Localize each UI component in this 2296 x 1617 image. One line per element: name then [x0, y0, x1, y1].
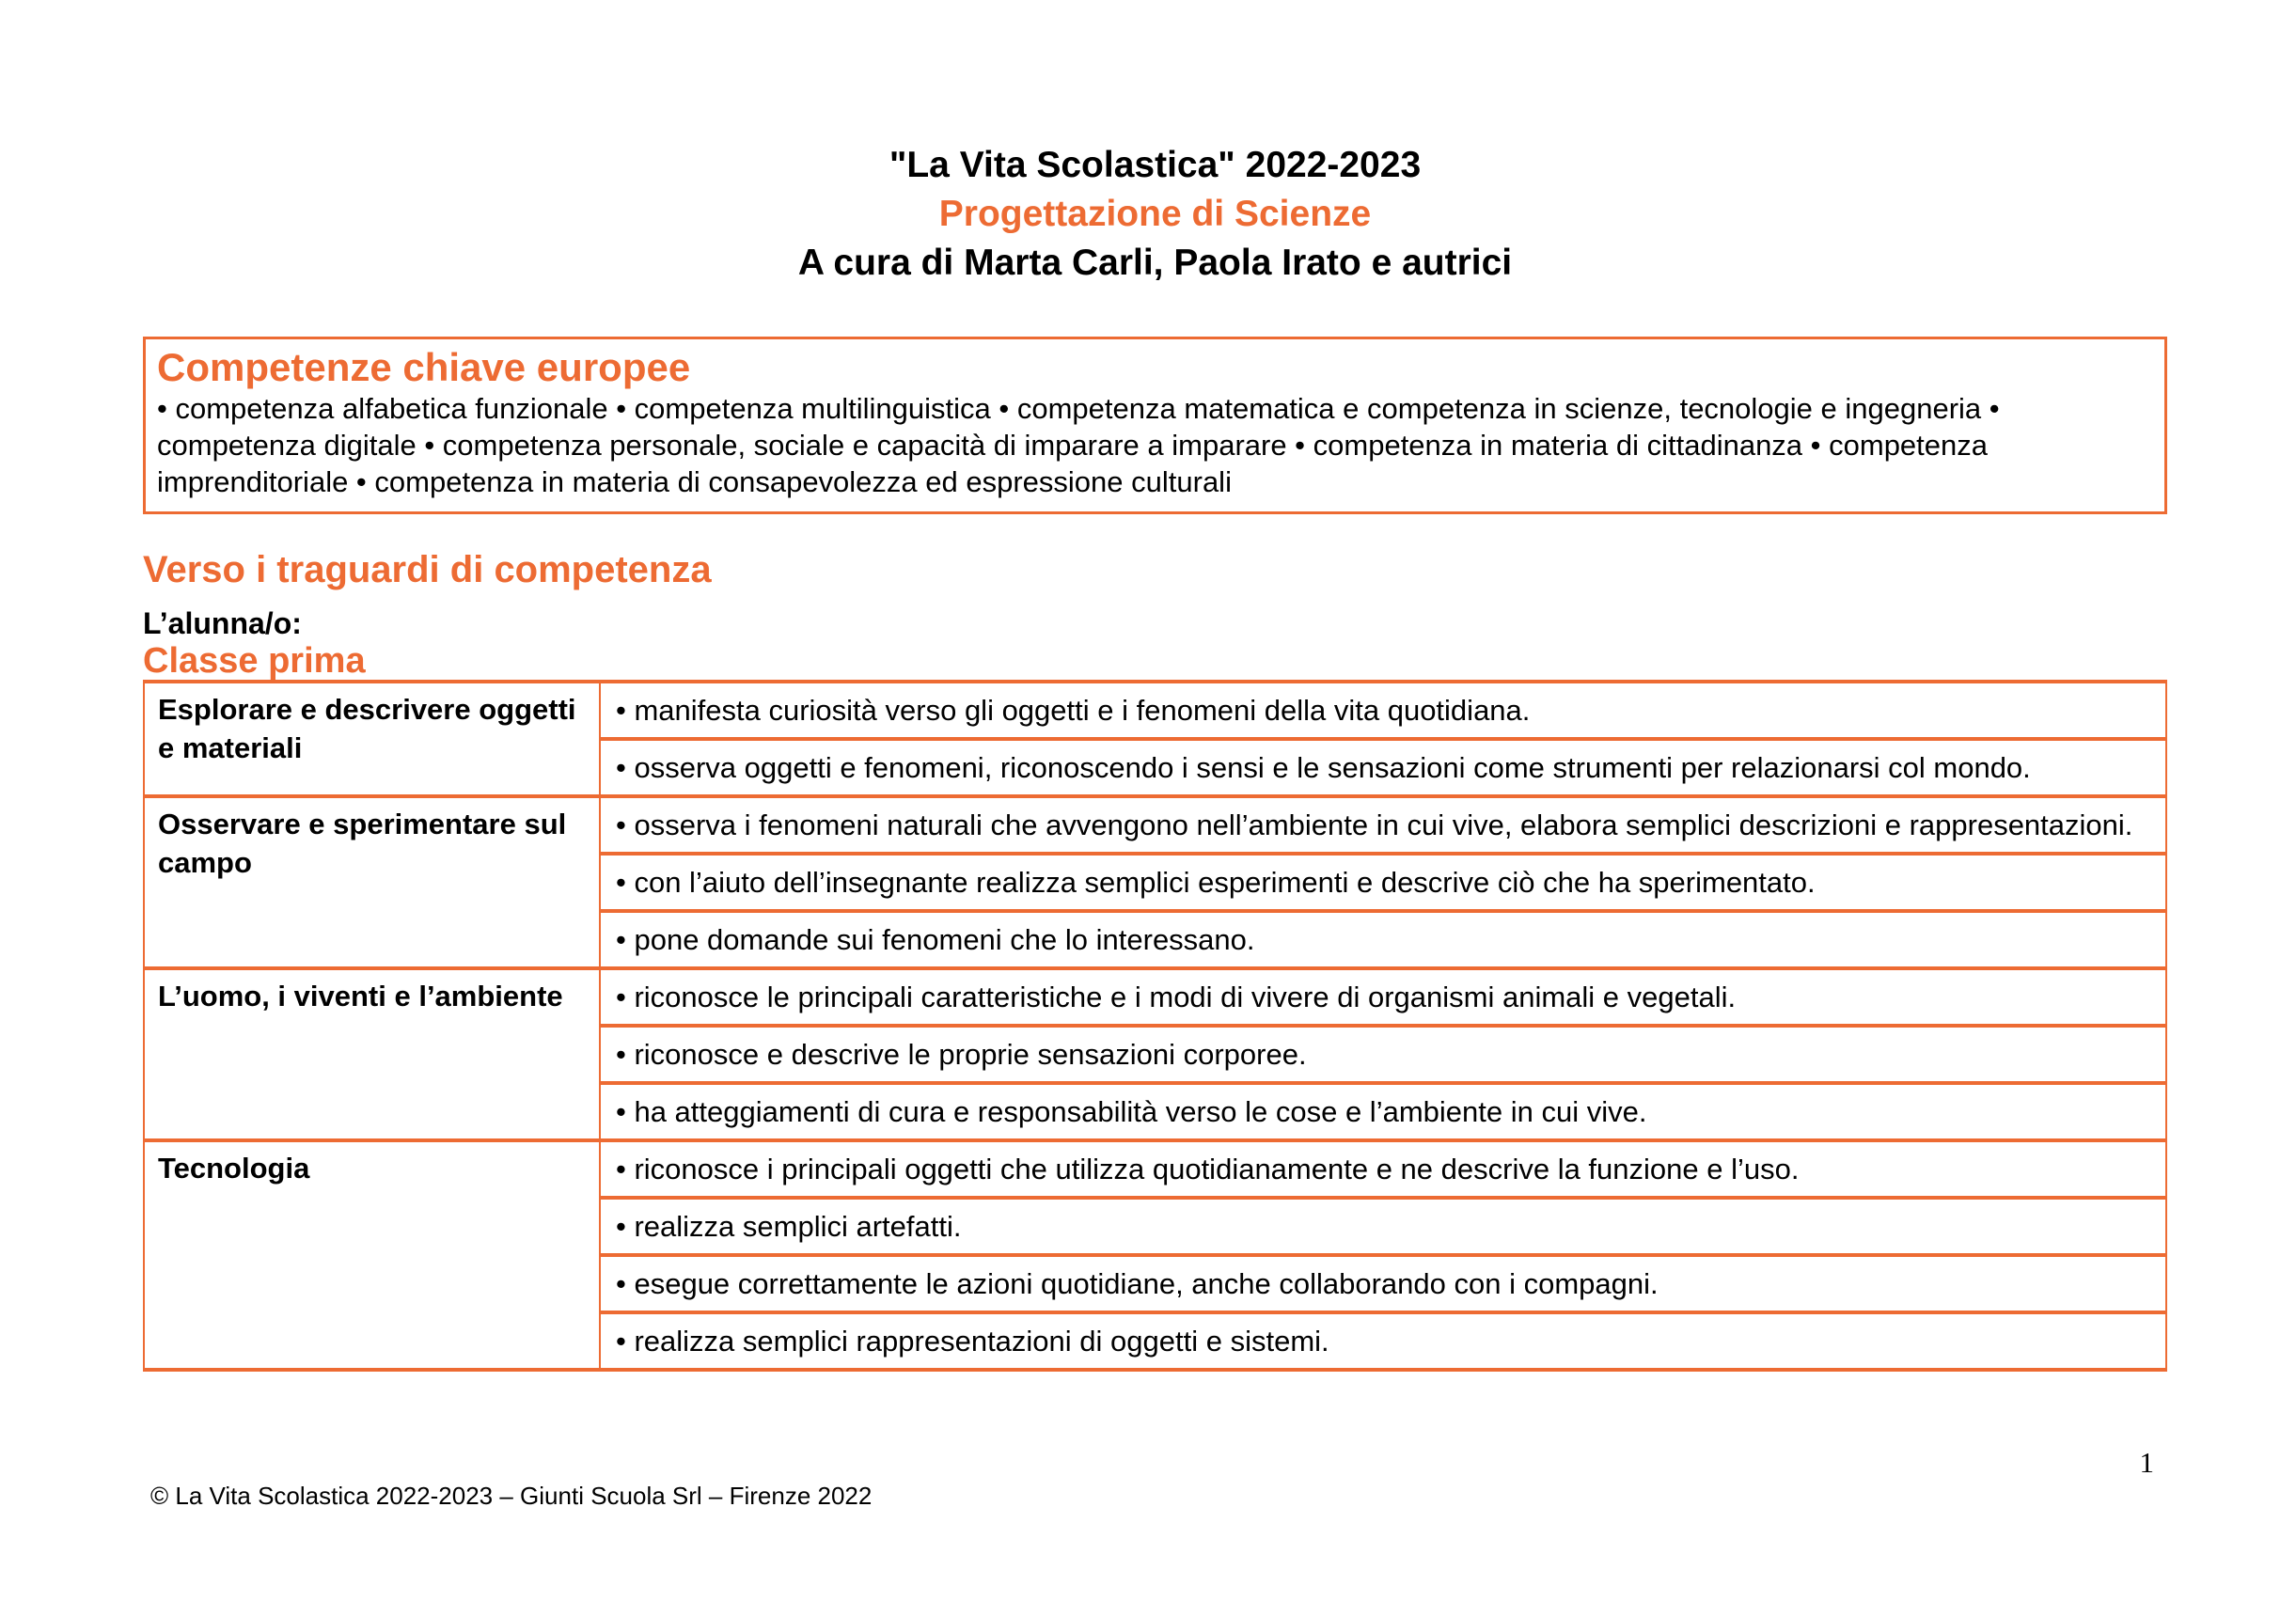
document-title: "La Vita Scolastica" 2022-2023	[889, 145, 1422, 185]
category-cell: Osservare e sperimentare sul campo	[144, 796, 600, 968]
document-subtitle: Progettazione di Scienze	[938, 194, 1372, 234]
category-cell: Esplorare e descrivere oggetti e materiali	[144, 682, 600, 796]
key-competences-body: • competenza alfabetica funzionale • competenza multilinguistica • competenza matematica e competenza in scienze, tecnologie e ingegneria • competenza digitale • competenza personale, sociale e capacità di imparare a imparare • competenza in materia di cittadinanza • competenza imprenditoriale • competenza in materia di consapevolezza ed espressione culturali	[157, 392, 2000, 498]
table-row	[144, 1140, 2166, 1198]
descriptor-cell: • realizza semplici rappresentazioni di oggetti e sistemi.	[600, 1312, 2166, 1370]
descriptor-cell: • riconosce le principali caratteristiche e i modi di vivere di organismi animali e vegetali.	[600, 968, 2166, 1026]
descriptor-cell: • pone domande sui fenomeni che lo interessano.	[600, 911, 2166, 968]
descriptor-cell: • ha atteggiamenti di cura e responsabilità verso le cose e l’ambiente in cui vive.	[600, 1083, 2166, 1140]
descriptor-cell: • riconosce i principali oggetti che utilizza quotidianamente e ne descrive la funzione e l’uso.	[600, 1140, 2166, 1198]
document-byline: A cura di Marta Carli, Paola Irato e autrici	[797, 243, 1513, 283]
descriptor-cell: • osserva i fenomeni naturali che avvengono nell’ambiente in cui vive, elabora semplici descrizioni e rappresentazioni.	[600, 796, 2166, 854]
goals-section-heading: Verso i traguardi di competenza	[143, 549, 712, 590]
descriptor-cell: • esegue correttamente le azioni quotidiane, anche collaborando con i compagni.	[600, 1255, 2166, 1312]
descriptor-cell: • riconosce e descrive le proprie sensazioni corporee.	[600, 1026, 2166, 1083]
document-header	[143, 141, 2167, 288]
category-cell: L’uomo, i viventi e l’ambiente	[144, 968, 600, 1140]
descriptor-cell: • con l’aiuto dell’insegnante realizza semplici esperimenti e descrive ciò che ha sperimentato.	[600, 854, 2166, 911]
table-row	[144, 968, 2166, 1026]
key-competences-heading: Competenze chiave europee	[157, 345, 691, 389]
table-row	[144, 682, 2166, 739]
key-competences-box	[143, 337, 2167, 514]
descriptor-cell: • manifesta curiosità verso gli oggetti e i fenomeni della vita quotidiana.	[600, 682, 2166, 739]
descriptor-cell: • osserva oggetti e fenomeni, riconoscendo i sensi e le sensazioni come strumenti per relazionarsi col mondo.	[600, 739, 2166, 796]
footer-copyright: © La Vita Scolastica 2022-2023 – Giunti Scuola Srl – Firenze 2022	[150, 1482, 873, 1510]
descriptor-cell: • realizza semplici artefatti.	[600, 1198, 2166, 1255]
table-row	[144, 796, 2166, 854]
class-label: Classe prima	[143, 641, 366, 681]
category-cell: Tecnologia	[144, 1140, 600, 1370]
goals-table-wrap	[143, 680, 2167, 1372]
competence-goals-table	[143, 680, 2167, 1372]
goals-section-intro: L’alunna/o:	[143, 606, 302, 640]
page-number: 1	[2139, 1446, 2154, 1479]
